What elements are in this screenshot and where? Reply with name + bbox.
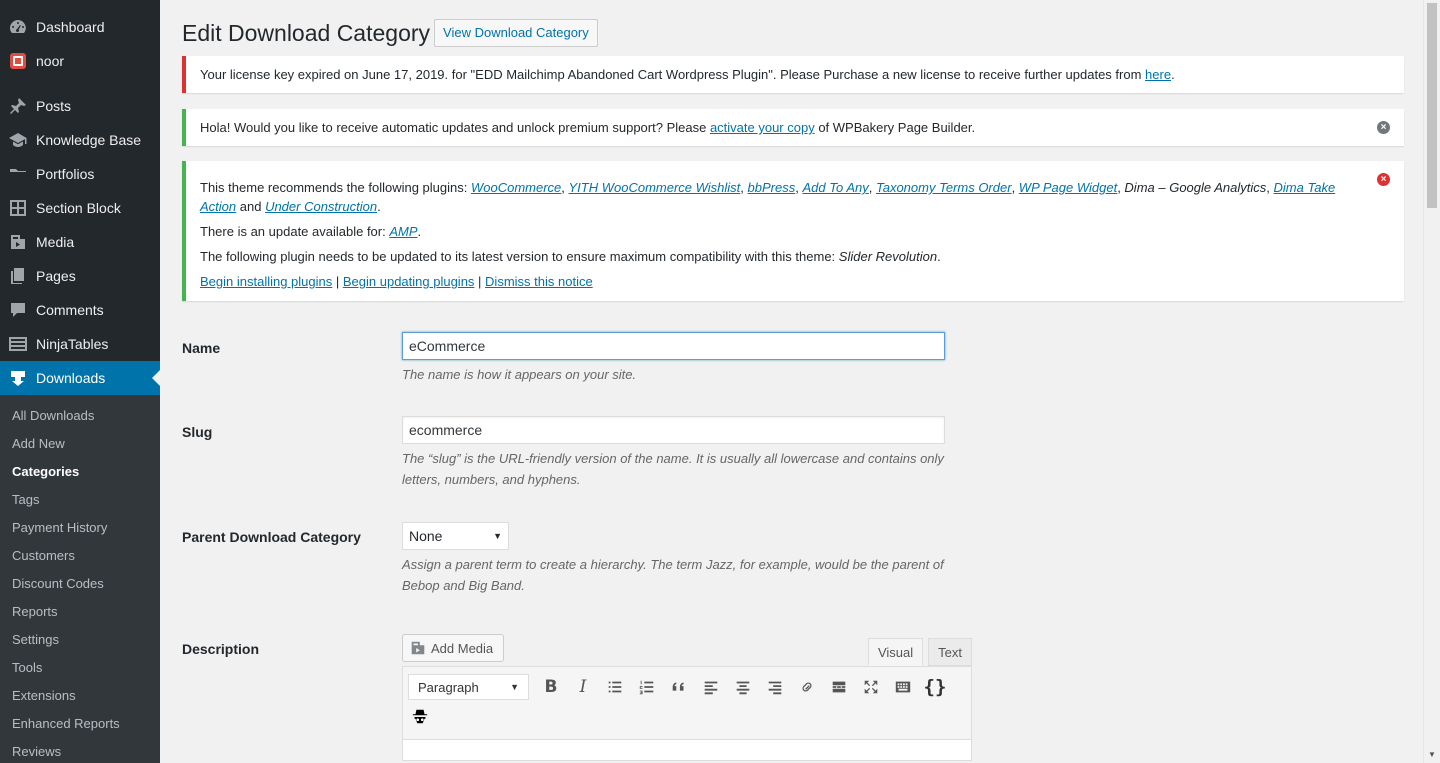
submenu-settings[interactable]: Settings [12, 632, 59, 647]
begin-installing-plugins-link[interactable]: Begin installing plugins [200, 274, 333, 289]
submenu-discount-codes[interactable]: Discount Codes [12, 576, 104, 591]
name-input[interactable] [402, 332, 945, 360]
plugin-link-woocommerce[interactable]: WooCommerce [470, 180, 562, 195]
sidebar-item-comments[interactable]: Comments [0, 293, 160, 327]
noor-icon [10, 53, 26, 69]
media-icon [0, 232, 36, 252]
parent-label: Parent Download Category [182, 529, 361, 545]
numbered-list-icon[interactable] [631, 673, 663, 701]
page-title: Edit Download Category [182, 19, 431, 46]
slug-label: Slug [182, 424, 213, 440]
link-icon[interactable] [791, 673, 823, 701]
scroll-down-arrow-icon[interactable]: ▼ [1428, 750, 1436, 759]
submenu-payment-history[interactable]: Payment History [12, 520, 108, 535]
code-braces-icon[interactable]: {} [923, 676, 947, 698]
plugin-link-yith-wishlist[interactable]: YITH WooCommerce Wishlist [568, 180, 741, 195]
editor-tabs [863, 638, 972, 666]
submenu-reports[interactable]: Reports [12, 604, 58, 619]
plugin-link-dima-take-action[interactable]: Dima Take Action [200, 180, 1336, 214]
editor-content-area[interactable] [403, 739, 971, 760]
plugin-link-amp[interactable]: AMP [389, 224, 418, 239]
grid-icon [0, 198, 36, 218]
add-media-button[interactable]: Add Media [402, 634, 504, 662]
table-icon [0, 334, 36, 354]
graduation-cap-icon [0, 130, 36, 150]
plugin-link-add-to-any[interactable]: Add To Any [802, 180, 869, 195]
sidebar-item-ninjatables[interactable]: NinjaTables [0, 327, 160, 361]
page-header [182, 19, 598, 47]
slug-description: The “slug” is the URL-friendly version of the name. It is usually all lowercase and contains only letters, numbers, and hyphens. [402, 451, 944, 487]
admin-sidebar [0, 0, 160, 763]
parent-description: Assign a parent term to create a hierarchy. The term Jazz, for example, would be the parent of Bebop and Big Band. [402, 557, 944, 593]
comment-icon [0, 300, 36, 320]
plugin-link-under-construction[interactable]: Under Construction [265, 199, 378, 214]
begin-updating-plugins-link[interactable]: Begin updating plugins [342, 274, 475, 289]
sidebar-item-media[interactable]: Media [0, 225, 160, 259]
sidebar-item-section-block[interactable]: Section Block [0, 191, 160, 225]
align-left-icon[interactable] [695, 673, 727, 701]
align-right-icon[interactable] [759, 673, 791, 701]
format-select[interactable]: Paragraph ▼ [408, 674, 529, 700]
dismiss-notice-link[interactable]: Dismiss this notice [485, 274, 593, 289]
submenu-all-downloads[interactable]: All Downloads [12, 408, 95, 423]
plugin-link-bbpress[interactable]: bbPress [747, 180, 796, 195]
incognito-icon[interactable] [411, 707, 429, 727]
plugin-link-taxonomy-terms-order[interactable]: Taxonomy Terms Order [875, 180, 1012, 195]
view-download-category-button[interactable]: View Download Category [434, 19, 598, 47]
downloads-submenu [0, 395, 160, 763]
sidebar-item-knowledge-base[interactable]: Knowledge Base [0, 123, 160, 157]
add-media-icon [409, 639, 427, 657]
tab-text[interactable]: Text [928, 638, 972, 666]
submenu-tags[interactable]: Tags [12, 492, 40, 507]
sidebar-item-portfolios[interactable]: Portfolios [0, 157, 160, 191]
editor-toolbar [403, 667, 971, 701]
bold-icon[interactable]: B [544, 677, 558, 697]
folder-icon [0, 164, 36, 184]
theme-plugins-notice: This theme recommends the following plugins: WooCommerce, YITH WooCommerce Wishlist, bbPress, Add To Any, Taxonomy Terms Order, WP Page Widget, Dima – Google Analytics, Dima Take Action and Under Construction. There is an update available for: AMP. The following plugin needs to be updated to its latest version to ensure maximum compatibility with this theme: Slider Revolution. Begin installing plugins | Begin updating plugins | Dismiss this notice × [182, 161, 1404, 301]
submenu-customers[interactable]: Customers [12, 548, 75, 563]
scrollbar-thumb[interactable] [1427, 3, 1437, 208]
sidebar-item-noor[interactable]: noor [0, 44, 160, 78]
name-description: The name is how it appears on your site. [402, 367, 637, 382]
submenu-extensions[interactable]: Extensions [12, 688, 76, 703]
submenu-add-new[interactable]: Add New [12, 436, 65, 451]
dismiss-icon[interactable]: × [1377, 121, 1390, 134]
description-label: Description [182, 641, 260, 657]
license-here-link[interactable]: here [1145, 67, 1172, 82]
sidebar-item-posts[interactable]: Posts [0, 89, 160, 123]
read-more-icon[interactable] [823, 673, 855, 701]
license-notice: Your license key expired on June 17, 2019. for "EDD Mailchimp Abandoned Cart Wordpress Plugin". Please Purchase a new license to receive further updates from here. [182, 56, 1404, 93]
plugin-link-wp-page-widget[interactable]: WP Page Widget [1018, 180, 1118, 195]
activate-copy-link[interactable]: activate your copy [709, 120, 815, 135]
pages-icon [0, 266, 36, 286]
submenu-tools[interactable]: Tools [12, 660, 43, 675]
dropdown-arrow-icon: ▼ [510, 682, 519, 692]
dropdown-arrow-icon: ▼ [493, 531, 502, 541]
bullet-list-icon[interactable] [599, 673, 631, 701]
sidebar-item-dashboard[interactable]: Dashboard [0, 10, 160, 44]
align-center-icon[interactable] [727, 673, 759, 701]
tab-visual[interactable]: Visual [868, 638, 923, 666]
name-label: Name [182, 340, 221, 356]
keyboard-icon[interactable] [887, 673, 919, 701]
pin-icon [0, 96, 36, 116]
submenu-enhanced-reports[interactable]: Enhanced Reports [12, 716, 120, 731]
submenu-categories[interactable]: Categories [12, 464, 80, 479]
dashboard-icon [0, 17, 36, 37]
page-scrollbar[interactable] [1423, 0, 1440, 763]
sidebar-item-pages[interactable]: Pages [0, 259, 160, 293]
sidebar-item-downloads[interactable]: Downloads [0, 361, 160, 395]
slug-input[interactable] [402, 416, 945, 444]
rich-text-editor [402, 666, 972, 761]
dismiss-error-icon[interactable]: × [1377, 173, 1390, 186]
download-icon [0, 368, 36, 388]
wpbakery-notice: Hola! Would you like to receive automatic updates and unlock premium support? Please activate your copy of WPBakery Page Builder. × [182, 109, 1404, 146]
italic-icon[interactable]: I [579, 677, 587, 697]
fullscreen-icon[interactable] [855, 673, 887, 701]
submenu-reviews[interactable]: Reviews [12, 744, 62, 759]
blockquote-icon[interactable] [663, 673, 695, 701]
parent-select[interactable]: None ▼ [402, 522, 509, 550]
